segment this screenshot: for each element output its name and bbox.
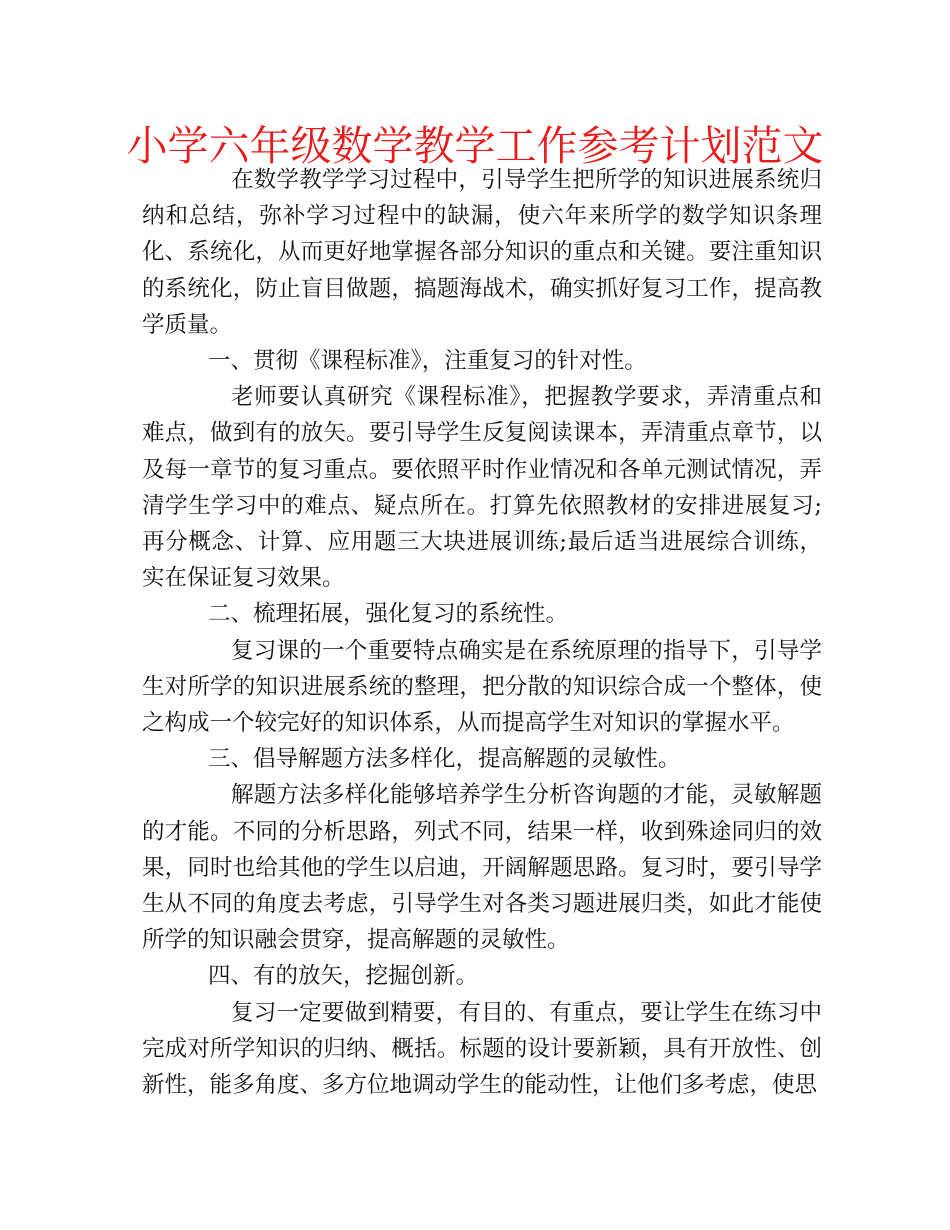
section-paragraph-4: 复习一定要做到精要，有目的、有重点，要让学生在练习中完成对所学知识的归纳、概括。标题的设计要新颖，具有开放性、创新性，能多角度、多方位地调动学生的能动性，让他们多考虑，使思 bbox=[142, 999, 822, 1099]
section-heading-4: 四、有的放矢，挖掘创新。 bbox=[208, 963, 479, 990]
section-paragraph-1: 老师要认真研究《课程标准》，把握教学要求，弄清重点和难点，做到有的放矢。要引导学生反复阅读课本，弄清重点章节，以及每一章节的复习重点。要依照平时作业情况和各单元测试情况，弄清学生学习中的难点、疑点所在。打算先依照教材的安排进展复习;再分概念、计算、应用题三大块进展训练;最后适当进展综合训练，实在保证复习效果。 bbox=[142, 384, 822, 592]
section-heading-1: 一、贯彻《课程标准》，注重复习的针对性。 bbox=[208, 348, 647, 375]
document-title: 小学六年级数学教学工作参考计划范文 bbox=[126, 122, 824, 170]
section-paragraph-2: 复习课的一个重要特点确实是在系统原理的指导下，引导学生对所学的知识进展系统的整理，把分散的知识综合成一个整体，使之构成一个较完好的知识体系，从而提高学生对知识的掌握水平。 bbox=[142, 637, 822, 737]
section-heading-2: 二、梳理拓展，强化复习的系统性。 bbox=[208, 601, 569, 628]
intro-paragraph: 在数学教学学习过程中，引导学生把所学的知识进展系统归纳和总结，弥补学习过程中的缺漏，使六年来所学的数学知识条理化、系统化，从而更好地掌握各部分知识的重点和关键。要注重知识的系统化，防止盲目做题，搞题海战术，确实抓好复习工作，提高教学质量。 bbox=[142, 167, 822, 338]
section-paragraph-3: 解题方法多样化能够培养学生分析咨询题的才能，灵敏解题的才能。不同的分析思路，列式不同，结果一样，收到殊途同归的效果，同时也给其他的学生以启迪，开阔解题思路。复习时，要引导学生从不同的角度去考虑，引导学生对各类习题进展归类，如此才能使所学的知识融会贯穿，提高解题的灵敏性。 bbox=[142, 782, 822, 954]
document-body bbox=[142, 162, 822, 1103]
section-heading-3: 三、倡导解题方法多样化，提高解题的灵敏性。 bbox=[208, 746, 681, 773]
